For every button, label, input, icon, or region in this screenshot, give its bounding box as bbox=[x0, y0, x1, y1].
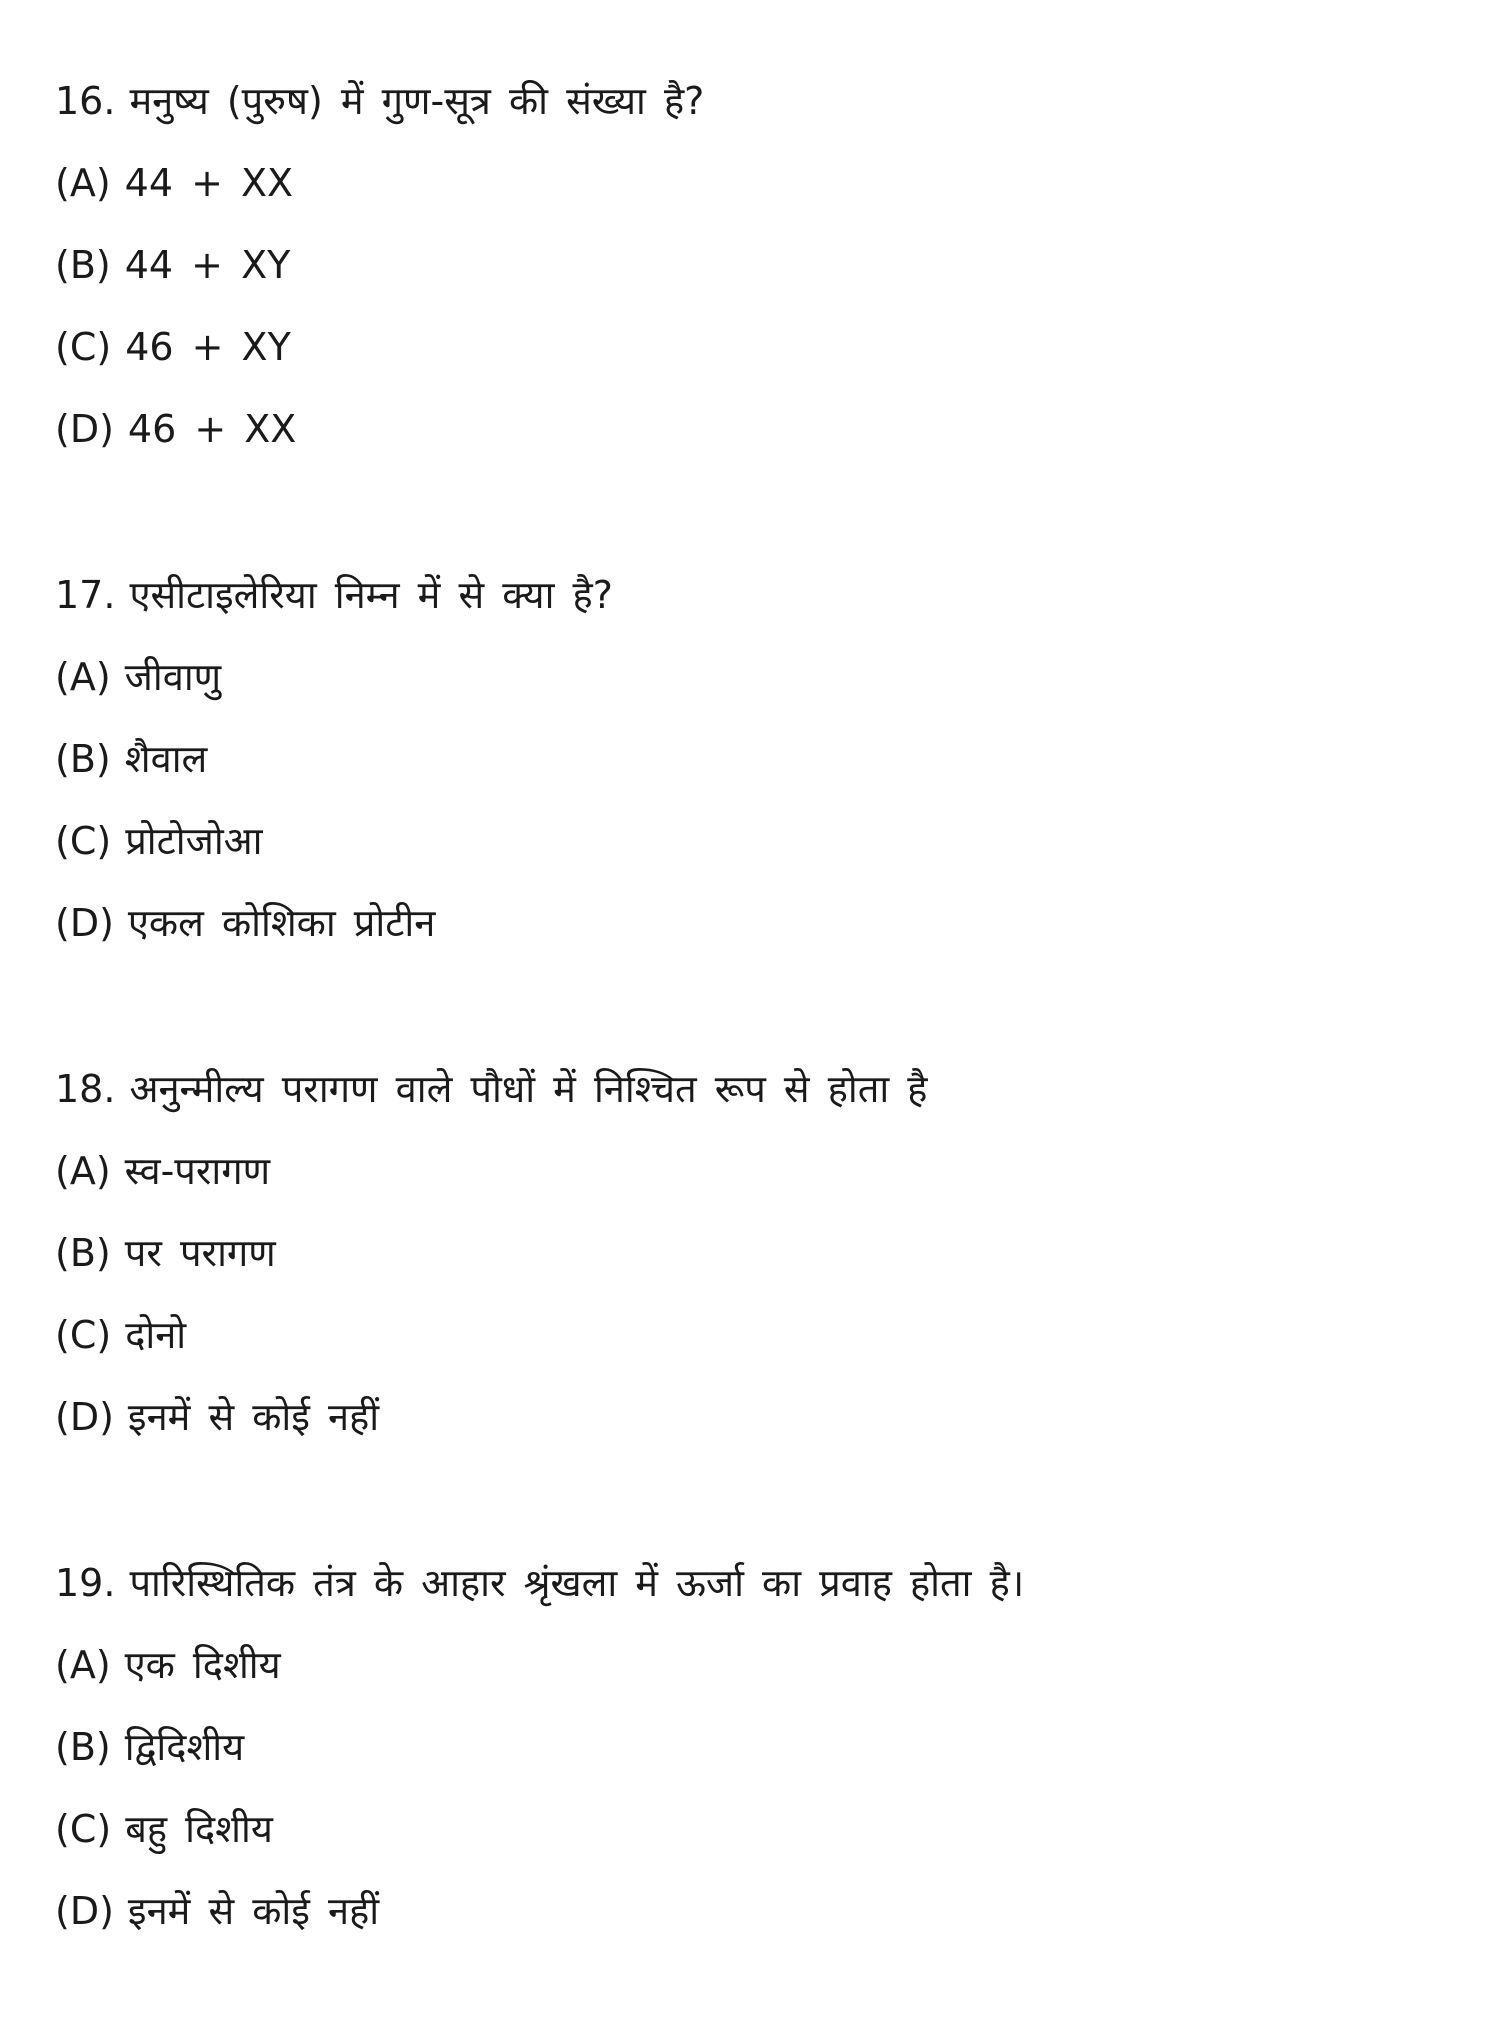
option-c bbox=[55, 1294, 1455, 1376]
question-text-line bbox=[55, 60, 1455, 142]
option-c bbox=[55, 800, 1455, 882]
option-letter: (C) bbox=[55, 819, 112, 863]
option-text: इनमें से कोई नहीं bbox=[127, 1889, 380, 1933]
question-text: पारिस्थितिक तंत्र के आहार श्रृंखला में ऊर्जा का प्रवाह होता है। bbox=[129, 1561, 1025, 1605]
option-letter: (A) bbox=[55, 161, 111, 205]
option-letter: (C) bbox=[55, 325, 112, 369]
option-letter: (C) bbox=[55, 1807, 112, 1851]
option-text: दोनो bbox=[125, 1313, 187, 1357]
option-text: पर परागण bbox=[124, 1231, 276, 1275]
option-letter: (B) bbox=[55, 243, 111, 287]
option-a bbox=[55, 1624, 1455, 1706]
option-letter: (D) bbox=[55, 407, 114, 451]
option-text: द्विदिशीय bbox=[124, 1725, 245, 1769]
option-text: 46 + XY bbox=[125, 325, 291, 369]
option-a bbox=[55, 1130, 1455, 1212]
question-text-line bbox=[55, 1048, 1455, 1130]
option-letter: (D) bbox=[55, 901, 114, 945]
option-text: इनमें से कोई नहीं bbox=[127, 1395, 380, 1439]
question-number: 17. bbox=[55, 573, 116, 617]
option-a bbox=[55, 636, 1455, 718]
question-number: 19. bbox=[55, 1561, 116, 1605]
option-b bbox=[55, 224, 1455, 306]
option-c bbox=[55, 1788, 1455, 1870]
option-d bbox=[55, 1870, 1455, 1952]
option-d bbox=[55, 388, 1455, 470]
option-text: स्व-परागण bbox=[124, 1149, 271, 1193]
option-text: जीवाणु bbox=[124, 655, 222, 699]
question-number: 16. bbox=[55, 79, 116, 123]
question-text: अनुन्मील्य परागण वाले पौधों में निश्चित रूप से होता है bbox=[129, 1067, 928, 1111]
option-letter: (A) bbox=[55, 1643, 111, 1687]
option-text: बहु दिशीय bbox=[125, 1807, 273, 1851]
question-text: मनुष्य (पुरुष) में गुण-सूत्र की संख्या है? bbox=[129, 79, 705, 123]
question-17 bbox=[55, 554, 1455, 964]
question-18 bbox=[55, 1048, 1455, 1458]
option-b bbox=[55, 718, 1455, 800]
option-letter: (C) bbox=[55, 1313, 112, 1357]
question-text: एसीटाइलेरिया निम्न में से क्या है? bbox=[129, 573, 613, 617]
option-text: 46 + XX bbox=[127, 407, 297, 451]
option-text: 44 + XY bbox=[124, 243, 291, 287]
option-letter: (D) bbox=[55, 1889, 114, 1933]
question-number: 18. bbox=[55, 1067, 116, 1111]
option-letter: (B) bbox=[55, 1725, 111, 1769]
option-letter: (A) bbox=[55, 1149, 111, 1193]
option-text: शैवाल bbox=[124, 737, 208, 781]
option-d bbox=[55, 1376, 1455, 1458]
question-16 bbox=[55, 60, 1455, 470]
option-text: एकल कोशिका प्रोटीन bbox=[127, 901, 436, 945]
option-text: एक दिशीय bbox=[124, 1643, 281, 1687]
question-text-line bbox=[55, 1542, 1455, 1624]
option-text: 44 + XX bbox=[124, 161, 294, 205]
option-letter: (B) bbox=[55, 1231, 111, 1275]
option-b bbox=[55, 1706, 1455, 1788]
option-c bbox=[55, 306, 1455, 388]
option-d bbox=[55, 882, 1455, 964]
option-letter: (A) bbox=[55, 655, 111, 699]
option-a bbox=[55, 142, 1455, 224]
question-text-line bbox=[55, 554, 1455, 636]
option-letter: (B) bbox=[55, 737, 111, 781]
option-letter: (D) bbox=[55, 1395, 114, 1439]
option-b bbox=[55, 1212, 1455, 1294]
option-text: प्रोटोजोआ bbox=[125, 819, 263, 863]
question-19 bbox=[55, 1542, 1455, 1952]
